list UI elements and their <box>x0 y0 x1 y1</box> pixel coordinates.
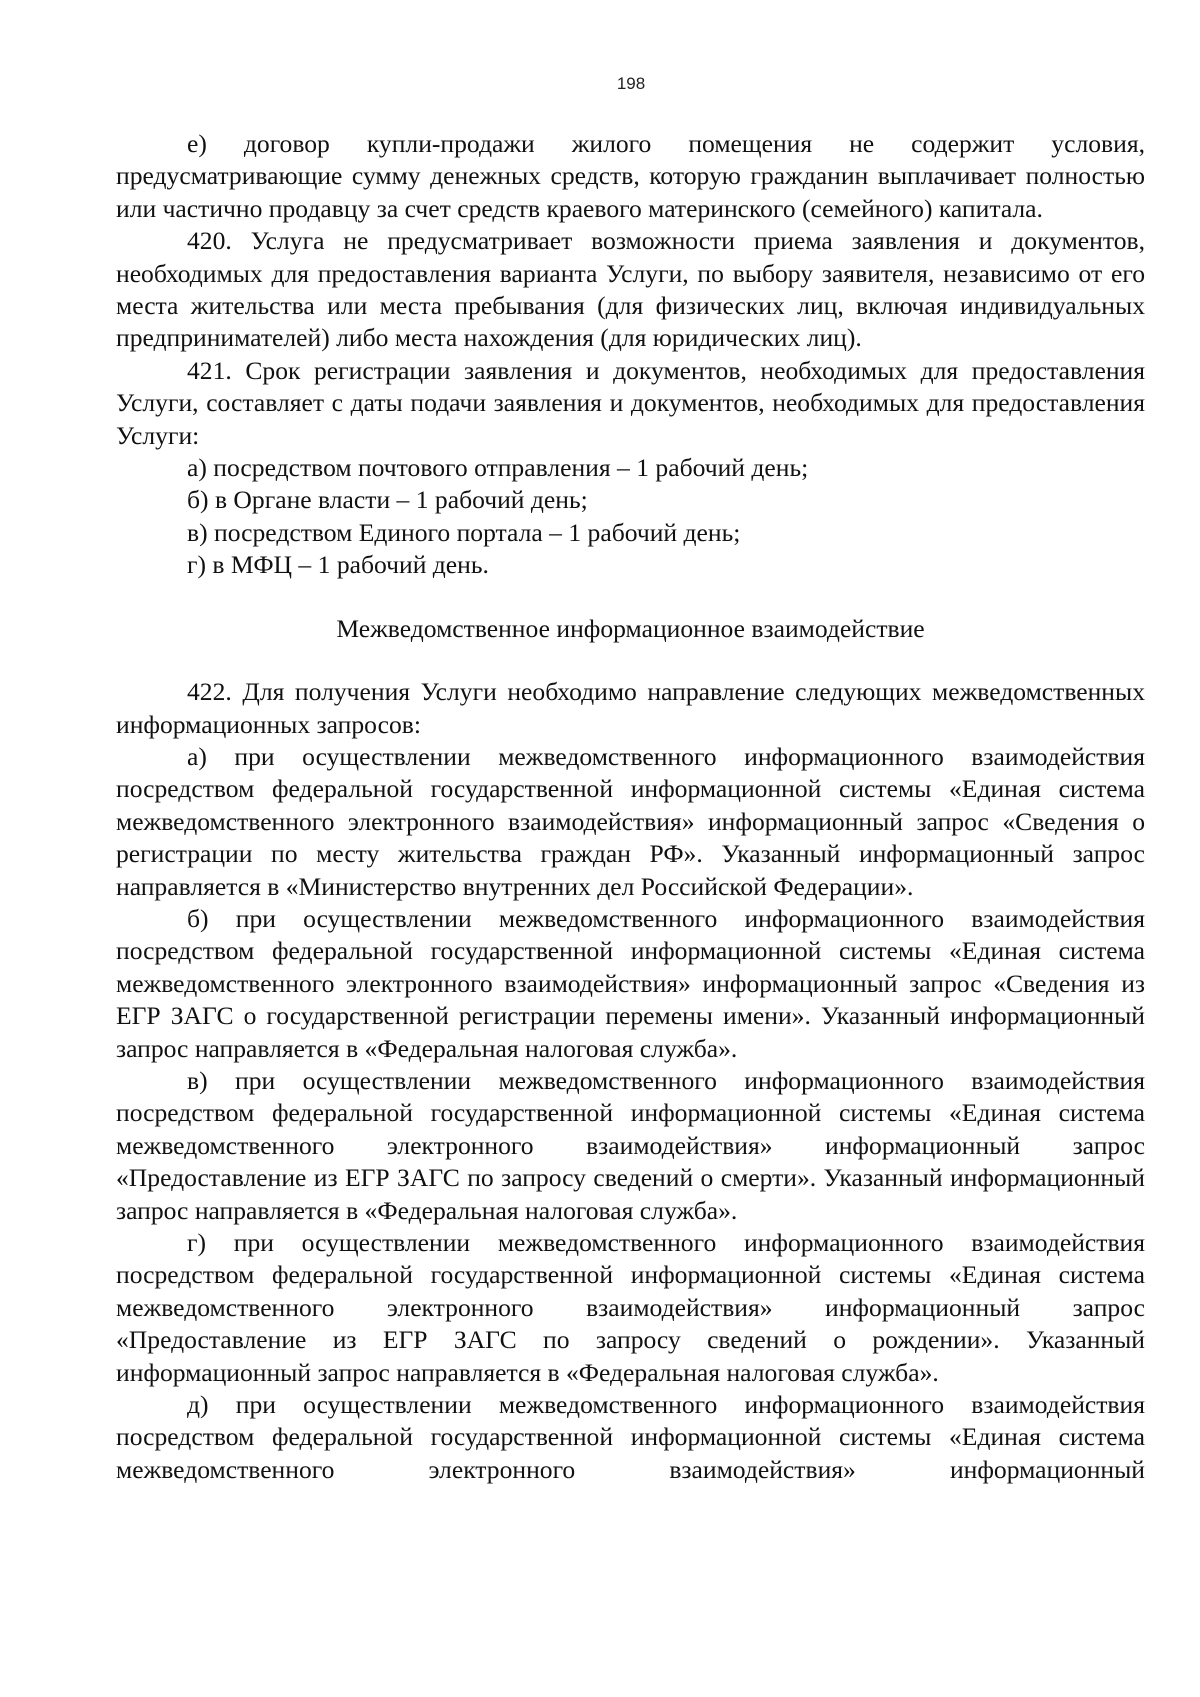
paragraph-422-a: а) при осуществлении межведомственного информационного взаимодействия посредством федеральной государственной информационной системы «Единая система межведомственного электронного взаимодействия» информационный запрос «Сведения о регистрации по месту жительства граждан РФ». Указанный информационный запрос направляется в «Министерство внутренних дел Российской Федерации». <box>116 741 1145 901</box>
paragraph-422: 422. Для получения Услуги необходимо направление следующих межведомственных информационных запросов: <box>116 677 1145 739</box>
list-item-421-v: в) посредством Единого портала – 1 рабочий день; <box>187 517 741 547</box>
list-item-421-b: б) в Органе власти – 1 рабочий день; <box>187 485 588 515</box>
paragraph-421: 421. Срок регистрации заявления и документов, необходимых для предоставления Услуги, составляет с даты подачи заявления и документов, необходимых для предоставления Услуги: <box>116 355 1145 450</box>
paragraph-422-b: б) при осуществлении межведомственного информационного взаимодействия посредством федеральной государственной информационной системы «Единая система межведомственного электронного взаимодействия» информационный запрос «Сведения из ЕГР ЗАГС о государственной регистрации перемены имени». Указанный информационный запрос направляется в «Федеральная налоговая служба». <box>116 903 1145 1063</box>
paragraph-422-v: в) при осуществлении межведомственного информационного взаимодействия посредством федеральной государственной информационной системы «Единая система межведомственного электронного взаимодействия» информационный запрос «Предоставление из ЕГР ЗАГС по запросу сведений о смерти». Указанный информационный запрос направляется в «Федеральная налоговая служба». <box>116 1065 1145 1225</box>
paragraph-420: 420. Услуга не предусматривает возможности приема заявления и документов, необходимых для предоставления варианта Услуги, по выбору заявителя, независимо от его места жительства или места пребывания (для физических лиц, включая индивидуальных предпринимателей) либо места нахождения (для юридических лиц). <box>116 226 1145 353</box>
paragraph-422-g: г) при осуществлении межведомственного информационного взаимодействия посредством федеральной государственной информационной системы «Единая система межведомственного электронного взаимодействия» информационный запрос «Предоставление из ЕГР ЗАГС по запросу сведений о рождении». Указанный информационный запрос направляется в «Федеральная налоговая служба». <box>116 1228 1145 1387</box>
list-item-421-g: г) в МФЦ – 1 рабочий день. <box>187 550 489 580</box>
paragraph-422-d: д) при осуществлении межведомственного информационного взаимодействия посредством федеральной государственной информационной системы «Единая система межведомственного электронного взаимодействия» информационный <box>116 1390 1145 1484</box>
section-heading: Межведомственное информационное взаимодействие <box>336 613 925 643</box>
list-item-421-a: а) посредством почтового отправления – 1 рабочий день; <box>187 453 809 483</box>
document-body <box>116 128 1145 1486</box>
page-number: 198 <box>616 74 646 93</box>
paragraph-item-e: е) договор купли-продажи жилого помещения не содержит условия, предусматривающие сумму денежных средств, которую гражданин выплачивает полностью или частично продавцу за счет средств краевого материнского (семейного) капитала. <box>116 129 1145 223</box>
